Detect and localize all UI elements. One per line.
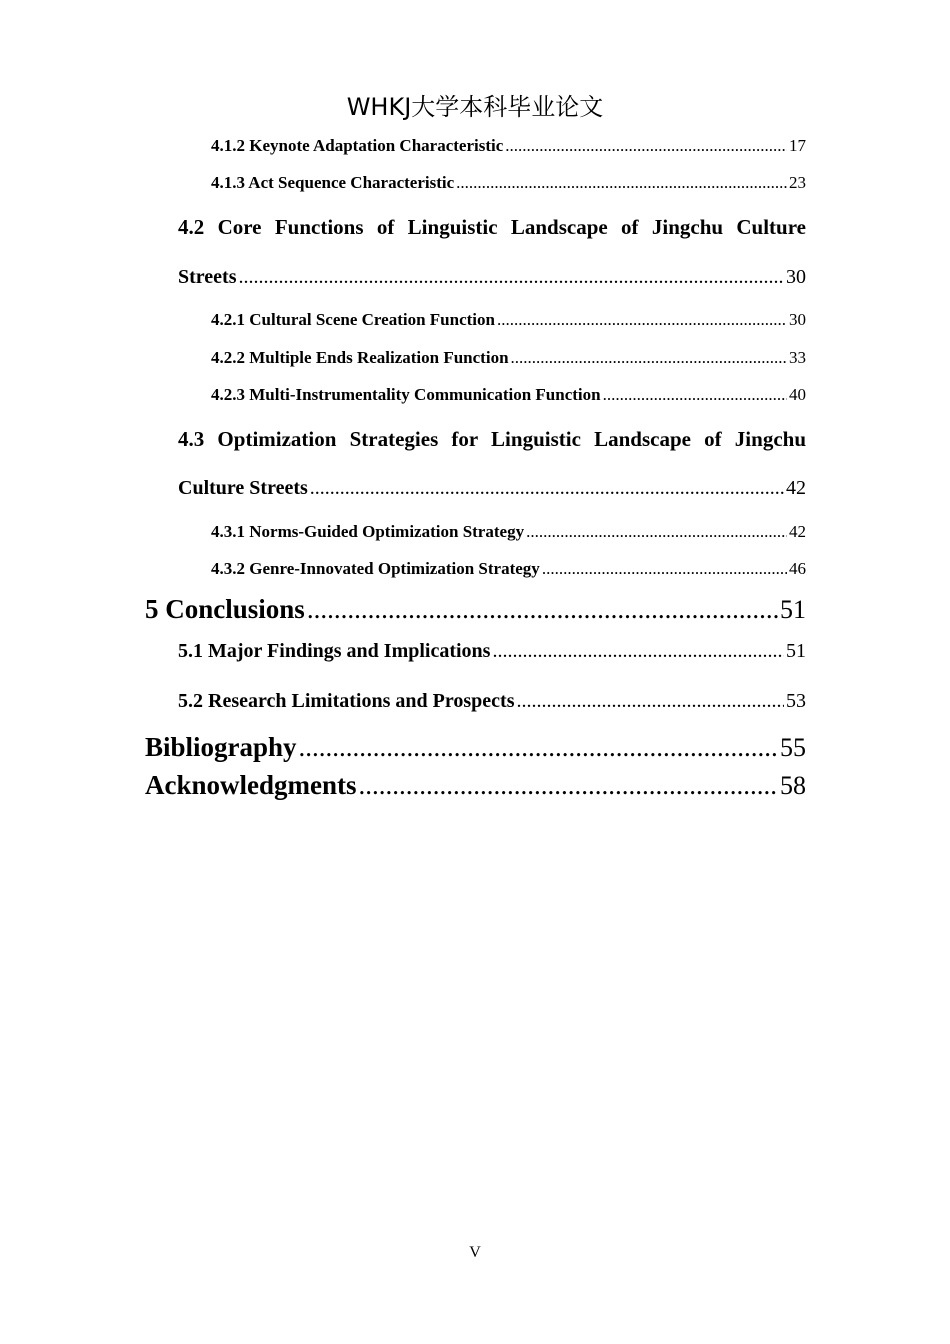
toc-entry-4-3[interactable] bbox=[178, 475, 806, 501]
toc-entry-page: 42 bbox=[786, 477, 806, 499]
toc-entry-4-2-3[interactable] bbox=[211, 384, 806, 406]
page-number: V bbox=[469, 1244, 481, 1261]
toc-entry-4-1-2[interactable] bbox=[211, 135, 806, 157]
toc-entry-title: Bibliography bbox=[145, 732, 297, 762]
toc-entry-title: 4.2.2 Multiple Ends Realization Function bbox=[211, 348, 509, 367]
toc-entry-4-3-line1[interactable]: 4.3 Optimization Strategies for Linguistic Landscape of Jingchu bbox=[178, 427, 806, 451]
toc-entry-page: 55 bbox=[780, 733, 806, 762]
toc-entry-4-2-2[interactable] bbox=[211, 347, 806, 369]
toc-leader-dots bbox=[456, 172, 787, 194]
toc-entry-page: 46 bbox=[789, 559, 806, 578]
toc-entry-4-3-2[interactable] bbox=[211, 558, 806, 580]
toc-entry-title: 5.1 Major Findings and Implications bbox=[178, 640, 491, 662]
toc-entry-5[interactable] bbox=[145, 592, 806, 627]
toc-entry-5-1[interactable] bbox=[178, 638, 806, 664]
toc-leader-dots bbox=[516, 688, 784, 714]
toc-entry-page: 33 bbox=[789, 348, 806, 367]
page-header: WHKJ大学本科毕业论文 bbox=[346, 93, 604, 121]
toc-leader-dots bbox=[497, 309, 787, 331]
toc-entry-page: 51 bbox=[780, 595, 806, 624]
toc-leader-dots bbox=[511, 347, 787, 369]
toc-leader-dots bbox=[505, 135, 787, 157]
toc-entry-page: 58 bbox=[780, 771, 806, 800]
toc-entry-4-1-3[interactable] bbox=[211, 172, 806, 194]
toc-entry-title: 5.2 Research Limitations and Prospects bbox=[178, 690, 515, 712]
toc-leader-dots bbox=[239, 264, 785, 290]
toc-entry-bibliography[interactable] bbox=[145, 730, 806, 765]
toc-entry-page: 53 bbox=[786, 690, 806, 712]
toc-entry-page: 30 bbox=[789, 310, 806, 329]
toc-entry-title: 5 Conclusions bbox=[145, 594, 305, 624]
toc-entry-title: Streets bbox=[178, 266, 237, 288]
toc-entry-title: Culture Streets bbox=[178, 477, 308, 499]
toc-entry-title: 4.2.1 Cultural Scene Creation Function bbox=[211, 310, 495, 329]
toc-leader-dots bbox=[359, 768, 778, 802]
toc-entry-4-2-line1[interactable]: 4.2 Core Functions of Linguistic Landscape of Jingchu Culture bbox=[178, 215, 806, 239]
toc-leader-dots bbox=[307, 592, 778, 626]
toc-leader-dots bbox=[299, 730, 778, 764]
toc-entry-title: 4.3.1 Norms-Guided Optimization Strategy bbox=[211, 522, 525, 541]
toc-leader-dots bbox=[492, 638, 784, 664]
toc-entry-4-2[interactable] bbox=[178, 264, 806, 290]
toc-entry-acknowledgments[interactable] bbox=[145, 768, 806, 803]
toc-entry-page: 51 bbox=[786, 640, 806, 662]
toc-entry-title: 4.1.3 Act Sequence Characteristic bbox=[211, 173, 455, 192]
toc-entry-4-2-1[interactable] bbox=[211, 309, 806, 331]
toc-entry-5-2[interactable] bbox=[178, 688, 806, 714]
toc-leader-dots bbox=[603, 384, 787, 406]
toc-entry-title: 4.1.2 Keynote Adaptation Characteristic bbox=[211, 136, 504, 155]
toc-leader-dots bbox=[526, 521, 787, 543]
toc-entry-page: 42 bbox=[789, 522, 806, 541]
toc-entry-page: 17 bbox=[789, 136, 806, 155]
toc-leader-dots bbox=[310, 475, 784, 501]
toc-entry-title: 4.2.3 Multi-Instrumentality Communication Function bbox=[211, 385, 601, 404]
toc-entry-page: 23 bbox=[789, 173, 806, 192]
toc-entry-page: 30 bbox=[786, 266, 806, 288]
toc-leader-dots bbox=[542, 558, 787, 580]
toc-entry-page: 40 bbox=[789, 385, 806, 404]
toc-entry-title: Acknowledgments bbox=[145, 770, 357, 800]
toc-entry-title: 4.3.2 Genre-Innovated Optimization Strategy bbox=[211, 559, 540, 578]
toc-entry-4-3-1[interactable] bbox=[211, 521, 806, 543]
